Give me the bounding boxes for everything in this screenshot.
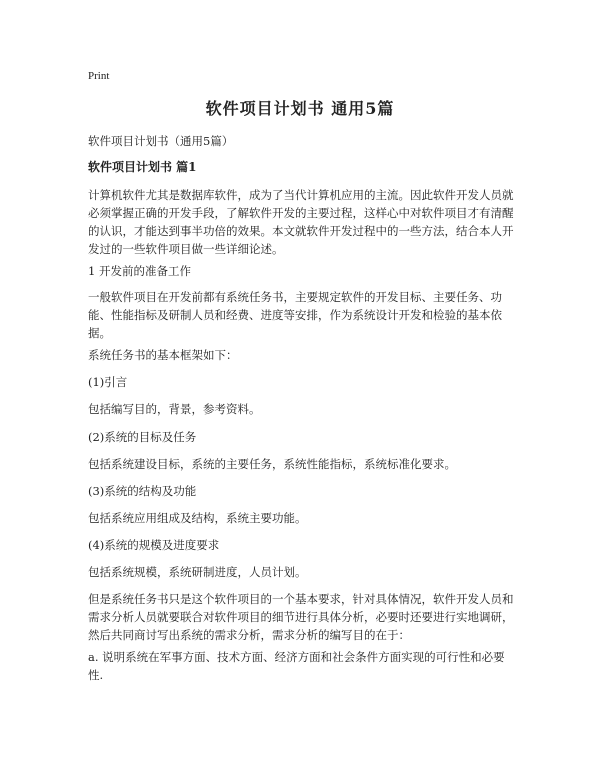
document-subtitle: 软件项目计划书（通用5篇） [88, 134, 234, 148]
point-a-paragraph: a. 说明系统在军事方面、技术方面、经济方面和社会条件方面实现的可行性和必要性. [88, 650, 505, 682]
section-heading: 软件项目计划书 篇1 [88, 160, 197, 174]
item1-heading: (1)引言 [88, 375, 128, 389]
item2-heading: (2)系统的目标及任务 [88, 430, 197, 444]
item1-text: 包括编写目的，背景，参考资料。 [88, 402, 261, 416]
intro-paragraph: 计算机软件尤其是数据库软件，成为了当代计算机应用的主流。因此软件开发人员就必须掌握正确的开发手段，了解软件开发的主要过程，这样心中对软件项目才有清醒的认识，才能达到事半功倍的效果。本文就软件开发过程中的一些方法，结合本人开发过的一些软件项目做一些详细论述。 [88, 188, 514, 256]
step1-paragraph: 一般软件项目在开发前都有系统任务书，主要规定软件的开发目标、主要任务、功能、性能指标及研制人员和经费、进度等安排，作为系统设计开发和检验的基本依据。 [88, 290, 502, 340]
analysis-paragraph: 但是系统任务书只是这个软件项目的一个基本要求，针对具体情况，软件开发人员和需求分析人员就要联合对软件项目的细节进行具体分析，必要时还要进行实地调研，然后共同商讨写出系统的需求分析，需求分析的编写目的在于： [88, 592, 514, 642]
item4-heading: (4)系统的规模及进度要求 [88, 538, 220, 552]
item3-heading: (3)系统的结构及功能 [88, 484, 197, 498]
step1-heading: 1 开发前的准备工作 [88, 264, 191, 278]
item3-text: 包括系统应用组成及结构，系统主要功能。 [88, 511, 307, 525]
item2-text: 包括系统建设目标，系统的主要任务，系统性能指标，系统标准化要求。 [88, 457, 456, 471]
print-link[interactable]: Print [88, 70, 110, 82]
framework-intro: 系统任务书的基本框架如下： [88, 348, 238, 362]
page-title: 软件项目计划书 通用5篇 [205, 99, 395, 118]
item4-text: 包括系统规模，系统研制进度，人员计划。 [88, 565, 307, 579]
